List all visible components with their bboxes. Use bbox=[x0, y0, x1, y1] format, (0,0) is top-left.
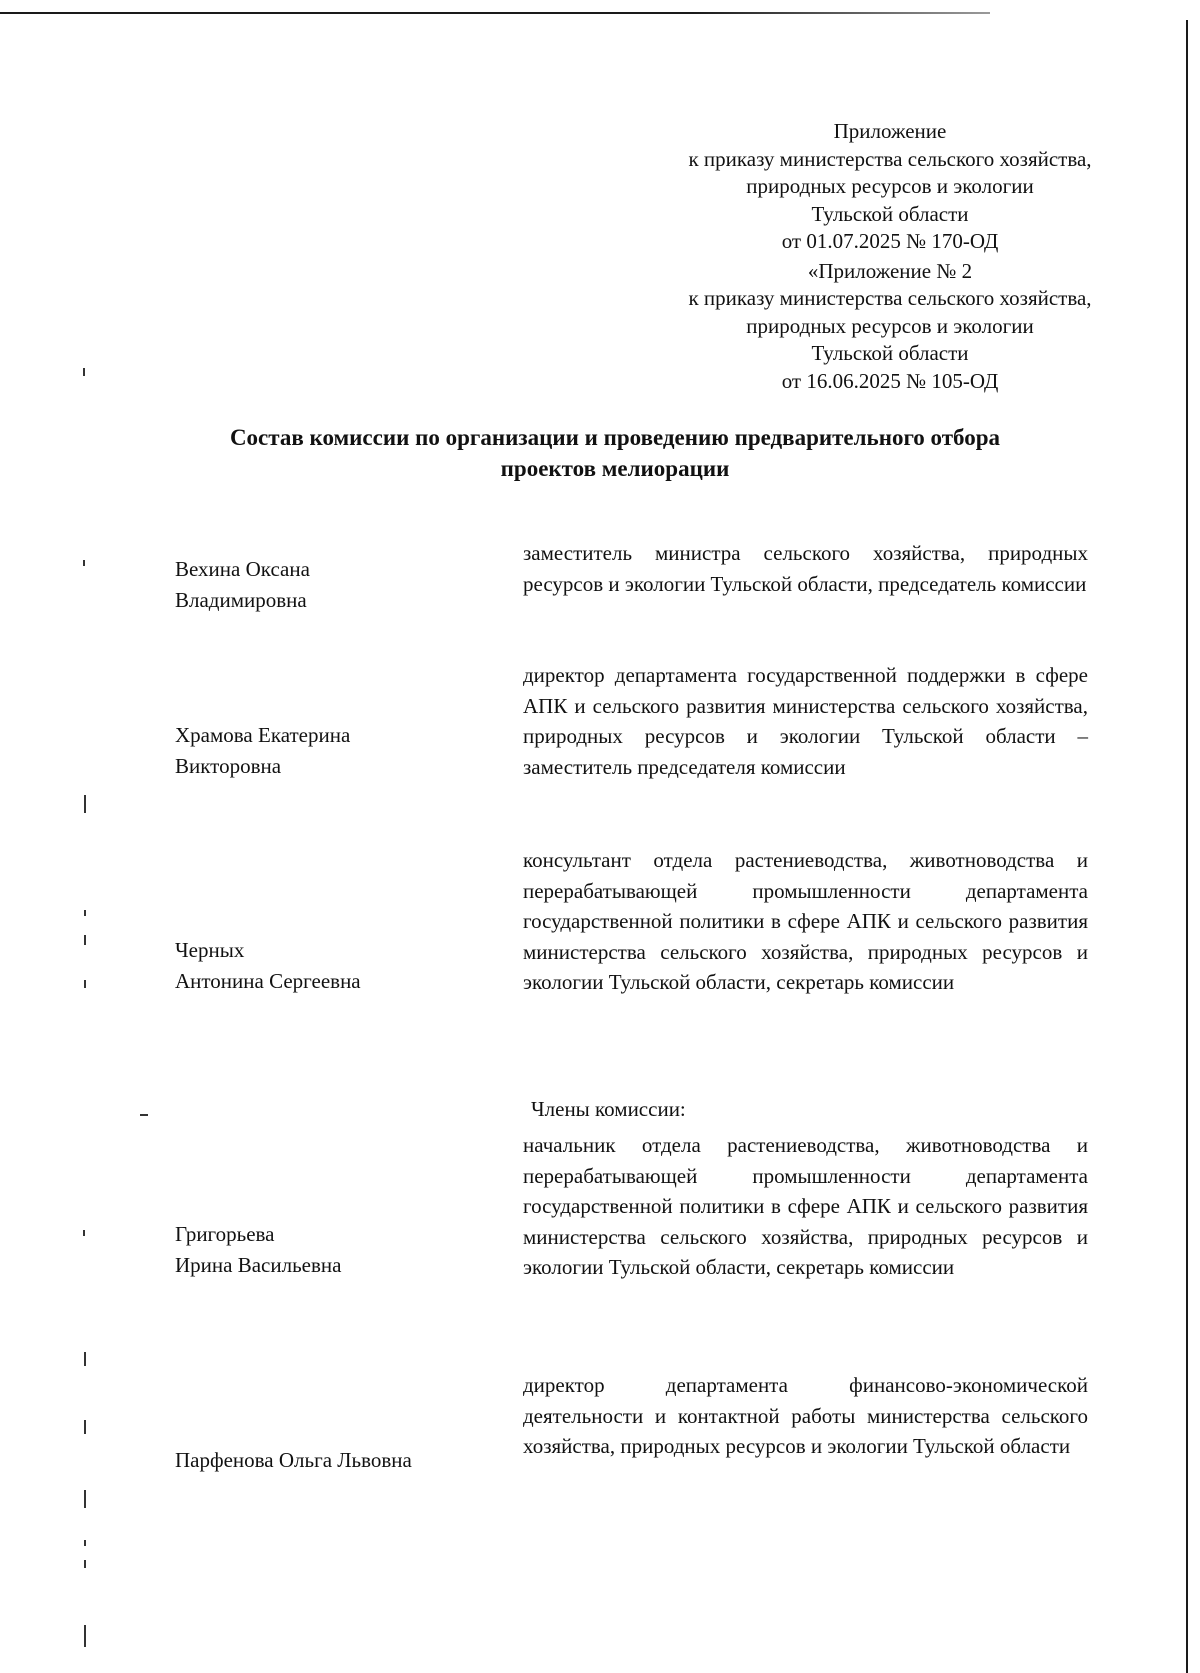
header-line: к приказу министерства сельского хозяйства, bbox=[688, 146, 1092, 171]
header-line: Тульской области bbox=[811, 341, 969, 365]
member-name-line: Антонина Сергеевна bbox=[175, 968, 361, 993]
header-line: от 01.07.2025 № 170-ОД bbox=[781, 229, 999, 253]
member-name-line: Викторовна bbox=[175, 753, 282, 778]
member-name bbox=[175, 720, 505, 781]
member-name bbox=[175, 935, 505, 996]
scan-speck bbox=[140, 1114, 148, 1116]
members-heading: Члены комиссии: bbox=[531, 1097, 686, 1121]
member-name bbox=[175, 554, 505, 615]
member-name-line: Ирина Васильевна bbox=[175, 1252, 342, 1277]
header-line: к приказу министерства сельского хозяйства, bbox=[688, 286, 1092, 310]
document-title bbox=[120, 422, 1110, 484]
scan-right-edge bbox=[1186, 20, 1188, 1673]
title-line: проектов мелиорации bbox=[500, 456, 730, 481]
scan-speck bbox=[84, 1420, 86, 1434]
scan-speck bbox=[84, 935, 86, 945]
header-line: Тульской области bbox=[811, 201, 969, 226]
scan-speck bbox=[84, 1560, 86, 1568]
member-name-line: Черных bbox=[175, 938, 245, 962]
header-line: природных ресурсов и экологии bbox=[746, 174, 1034, 198]
scan-speck bbox=[83, 1230, 85, 1236]
member-name bbox=[175, 1445, 505, 1476]
scan-top-edge bbox=[0, 12, 990, 14]
scan-speck bbox=[84, 1625, 86, 1647]
member-name-line: Григорьева bbox=[175, 1222, 275, 1246]
scan-speck bbox=[84, 980, 86, 988]
member-name-line: Парфенова Ольга Львовна bbox=[175, 1448, 412, 1472]
scan-speck bbox=[84, 910, 86, 916]
header-line: Приложение bbox=[833, 119, 947, 143]
member-role: консультант отдела растениеводства, животноводства и перерабатывающей промышленности департамента государственной политики в сфере АПК и сельского развития министерства сельского хозяйства, природных ресурсов и экологии Тульской области, секретарь комиссии bbox=[523, 848, 1088, 994]
member-name-line: Вехина Оксана bbox=[175, 557, 310, 581]
member-name-line: Храмова Екатерина bbox=[175, 723, 351, 747]
scan-speck bbox=[83, 560, 85, 566]
title-line: Состав комиссии по организации и проведению предварительного отбора bbox=[229, 425, 1001, 450]
member-name bbox=[175, 1219, 505, 1280]
scan-speck bbox=[84, 1352, 86, 1366]
header-line: «Приложение № 2 bbox=[807, 258, 973, 283]
scan-speck bbox=[84, 1540, 86, 1546]
member-role: заместитель министра сельского хозяйства, природных ресурсов и экологии Тульской области, председатель комиссии bbox=[523, 541, 1088, 596]
member-name-line: Владимировна bbox=[175, 587, 307, 612]
appendix-header bbox=[600, 118, 1180, 395]
header-line: природных ресурсов и экологии bbox=[746, 313, 1034, 338]
member-role: директор департамента государственной поддержки в сфере АПК и сельского развития министерства сельского хозяйства, природных ресурсов и экологии Тульской области – заместитель председателя комиссии bbox=[523, 663, 1088, 779]
member-role: начальник отдела растениеводства, животноводства и перерабатывающей промышленности департамента государственной политики в сфере АПК и сельского развития министерства сельского хозяйства, природных ресурсов и экологии Тульской области, секретарь комиссии bbox=[523, 1133, 1088, 1279]
header-line: от 16.06.2025 № 105-ОД bbox=[781, 368, 999, 393]
scan-speck bbox=[83, 368, 85, 376]
member-role: директор департамента финансово-экономической деятельности и контактной работы министерства сельского хозяйства, природных ресурсов и экологии Тульской области bbox=[523, 1373, 1088, 1458]
scan-speck bbox=[84, 795, 86, 813]
scan-speck bbox=[84, 1490, 86, 1508]
